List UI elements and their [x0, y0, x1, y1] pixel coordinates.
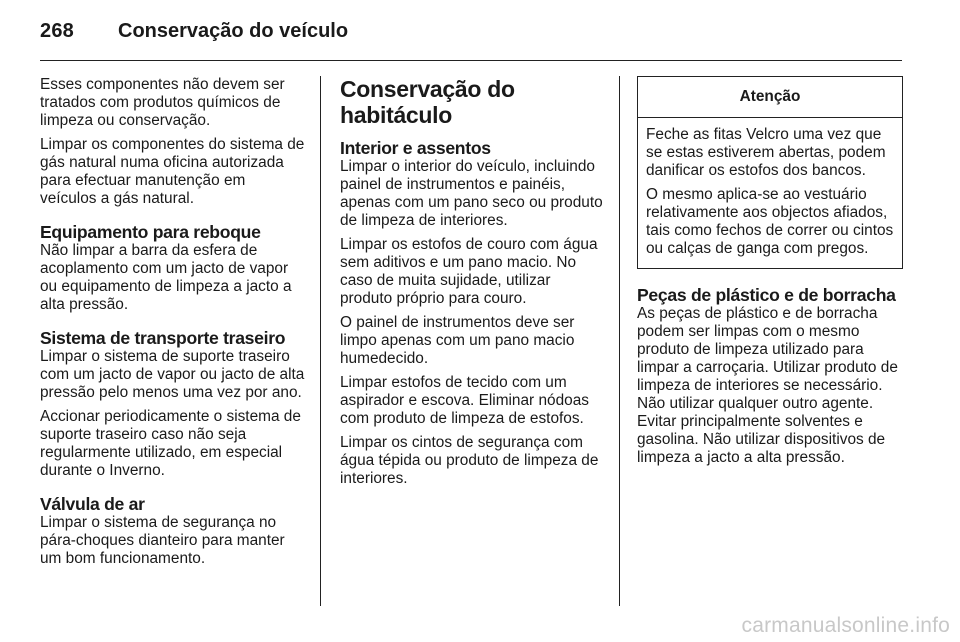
- paragraph: As peças de plástico e de borracha podem ser limpas com o mesmo produto de limpeza utilizado para limpar a carroçaria. Utilizar produto de limpeza de interiores se necessário. Não utilizar qualquer outro agente. Evitar principalmente solventes e gasolina. Não utilizar dispositivos de limpeza a jacto a alta pressão.: [637, 305, 898, 466]
- paragraph: Esses componentes não devem ser tratados com produtos químicos de limpeza ou conservação.: [40, 76, 285, 129]
- paragraph: O painel de instrumentos deve ser limpo apenas com um pano macio humedecido.: [340, 314, 575, 367]
- section-plastic-rubber: [637, 285, 903, 467]
- warning-title: Atenção: [638, 77, 902, 118]
- section-rear-carrier: [40, 328, 306, 480]
- section-heading: Sistema de transporte traseiro: [40, 328, 286, 348]
- section-heading: Interior e assentos: [340, 138, 491, 158]
- section-heading: Válvula de ar: [40, 494, 145, 514]
- watermark: carmanualsonline.info: [741, 614, 950, 637]
- paragraph: Limpar os componentes do sistema de gás natural numa oficina autorizada para efectuar manutenção em veículos a gás natural.: [40, 136, 305, 207]
- header-rule: [40, 60, 902, 61]
- warning-body: [638, 118, 902, 268]
- column-1: [40, 76, 306, 582]
- running-title: Conservação do veículo: [118, 20, 349, 42]
- paragraph: Limpar os cintos de segurança com água tépida ou produto de limpeza de interiores.: [340, 434, 599, 487]
- column-2: [340, 76, 604, 494]
- paragraph: Limpar o interior do veículo, incluindo painel de instrumentos e painéis, apenas com um pano seco ou produto de limpeza de interiores.: [340, 158, 603, 229]
- paragraph: Limpar o sistema de segurança no pára-choques dianteiro para manter um bom funcionamento.: [40, 514, 285, 567]
- section-heading: Equipamento para reboque: [40, 222, 261, 242]
- chapter-heading: Conservação do habitáculo: [340, 76, 515, 128]
- intro-section: [40, 76, 306, 208]
- warning-box: [637, 76, 903, 269]
- section-heading: Peças de plástico e de borracha: [637, 285, 896, 305]
- page-number: 268: [40, 20, 74, 42]
- paragraph: O mesmo aplica-se ao vestuário relativamente aos objectos afiados, tais como fechos de correr ou cintos ou calças de ganga com pregos.: [646, 186, 894, 257]
- section-towing-equipment: [40, 222, 306, 314]
- paragraph: Feche as fitas Velcro uma vez que se estas estiverem abertas, podem danificar os estofos dos bancos.: [646, 126, 886, 179]
- paragraph: Limpar o sistema de suporte traseiro com um jacto de vapor ou jacto de alta pressão pelo menos uma vez por ano.: [40, 348, 305, 401]
- paragraph: Não limpar a barra da esfera de acoplamento com um jacto de vapor ou equipamento de limpeza a jacto a alta pressão.: [40, 242, 292, 313]
- column-rule-2: [619, 76, 620, 606]
- paragraph: Limpar estofos de tecido com um aspirador e escova. Eliminar nódoas com produto de limpeza de estofos.: [340, 374, 589, 427]
- column-3: [637, 76, 903, 481]
- column-rule-1: [320, 76, 321, 606]
- paragraph: Accionar periodicamente o sistema de suporte traseiro caso não seja regularmente utilizado, em especial durante o Inverno.: [40, 408, 301, 479]
- section-air-valve: [40, 494, 306, 568]
- paragraph: Limpar os estofos de couro com água sem aditivos e um pano macio. No caso de muita sujidade, utilizar produto próprio para couro.: [340, 236, 598, 307]
